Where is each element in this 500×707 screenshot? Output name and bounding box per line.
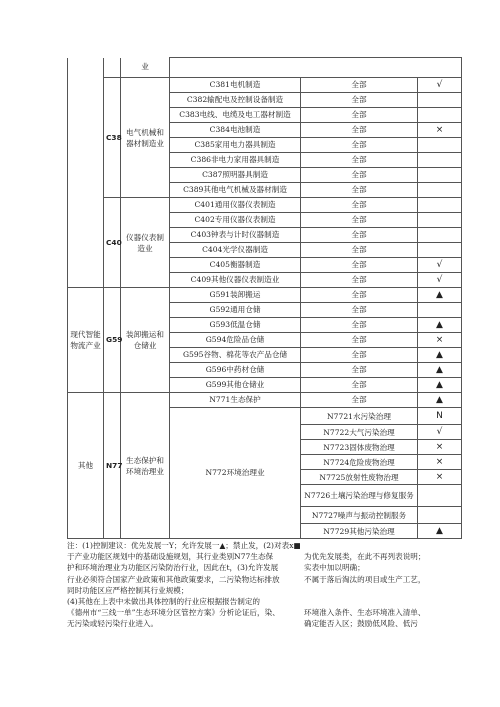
- table-row: [68, 198, 462, 213]
- scope-cell: 全部: [301, 363, 418, 378]
- mark-cell: √: [418, 78, 462, 93]
- item-cell: G594危险品仓储: [170, 333, 301, 348]
- category-cell: 电气机械和器材制造业: [121, 78, 170, 198]
- mark-cell: ×: [418, 470, 462, 485]
- item-cell: C387照明器具制造: [170, 168, 301, 183]
- note-line: 无污染或轻污染行业进入。: [67, 619, 159, 629]
- sub-item-cell: N7721水污染治理: [301, 408, 418, 425]
- note-line: 为优先发展类，在此不再列表说明；: [304, 552, 426, 562]
- note-line: (4)其他在上表中未做出具体控制的行业应根据报告制定的: [67, 597, 261, 607]
- scope-cell: 全部: [301, 138, 418, 153]
- note-line: 注：(1)控制建议：优先发展一Y；允许发展一▲；禁止发，(2)对表: [67, 541, 290, 550]
- scope-cell: 全部: [301, 243, 418, 258]
- scope-cell: 全部: [301, 183, 418, 198]
- mark-cell: [418, 183, 462, 198]
- sub-item-cell: N7725放射性废物治理: [301, 470, 418, 485]
- item-cell: G593低温仓储: [170, 318, 301, 333]
- table-row: [68, 78, 462, 93]
- mark-cell: √: [418, 273, 462, 288]
- scope-cell: 全部: [301, 108, 418, 123]
- mark-cell: [418, 93, 462, 108]
- note-line: 护和环境治理业为功能区污染防治行业，因此在t，(3)允许发展: [67, 563, 279, 573]
- scope-cell: 全部: [301, 93, 418, 108]
- category-cell: 装卸搬运和仓储业: [121, 288, 170, 393]
- mark-cell: ×: [418, 123, 462, 138]
- mark-cell: [418, 198, 462, 213]
- mark-cell: ▲: [418, 378, 462, 393]
- blank-cell: [170, 58, 462, 78]
- item-cell: C403钟表与计时仪器制造: [170, 228, 301, 243]
- item-cell: N771生态保护: [170, 393, 301, 408]
- item-cell: C385家用电力器具制造: [170, 138, 301, 153]
- scope-cell: 全部: [301, 303, 418, 318]
- scope-cell: 全部: [301, 213, 418, 228]
- sub-item-cell: N7722大气污染治理: [301, 425, 418, 440]
- scope-cell: 全部: [301, 348, 418, 363]
- mark-cell: ×: [418, 440, 462, 455]
- item-cell: C402专用仪器仪表制造: [170, 213, 301, 228]
- scope-cell: 全部: [301, 393, 418, 408]
- item-cell: G595谷物、棉花等农产品仓储: [170, 348, 301, 363]
- mark-cell: √: [418, 258, 462, 273]
- mark-cell: ×: [418, 455, 462, 470]
- mark-cell: √: [418, 425, 462, 440]
- mark-cell: ×: [418, 333, 462, 348]
- mark-cell: [418, 108, 462, 123]
- mark-cell: [418, 168, 462, 183]
- notes: [67, 540, 461, 630]
- note-line: 确定能否入区；鼓励低风险、低污: [304, 619, 418, 629]
- mark-cell: ▲: [418, 288, 462, 303]
- mark-cell: [418, 153, 462, 168]
- scope-cell: 全部: [301, 318, 418, 333]
- table-row: [68, 58, 462, 78]
- item-cell: G599其他仓储业: [170, 378, 301, 393]
- scope-cell: 全部: [301, 333, 418, 348]
- scope-cell: 全部: [301, 273, 418, 288]
- item-cell: C382输配电及控制设备制造: [170, 93, 301, 108]
- sub-item-cell: N7724危险废物治理: [301, 455, 418, 470]
- code-cell: N77: [104, 393, 121, 539]
- industry-cell: 现代智能物流产业: [68, 288, 104, 393]
- item-cell: G591装卸搬运: [170, 288, 301, 303]
- scope-cell: 全部: [301, 198, 418, 213]
- category-cell: 生态保护和环境治理业: [121, 393, 170, 539]
- scope-cell: 全部: [301, 78, 418, 93]
- mark-cell: ▲: [418, 363, 462, 378]
- mark-cell: [418, 138, 462, 153]
- item-cell: C409其他仪器仪表制造业: [170, 273, 301, 288]
- table-row: [68, 393, 462, 408]
- item-cell: N772环境治理业: [170, 408, 301, 539]
- table-row: [68, 288, 462, 303]
- scope-cell: 全部: [301, 153, 418, 168]
- note-line: 《德州市“三线一单”生态环境分区管控方案》分析论证后，染、: [67, 608, 280, 618]
- code-cell: C38: [104, 78, 121, 198]
- mark-cell: [418, 213, 462, 228]
- note-line: 行业必须符合国家产业政策和其他政策要求，二污染物达标排放: [67, 574, 280, 584]
- item-cell: C401通用仪器仪表制造: [170, 198, 301, 213]
- scope-cell: 全部: [301, 288, 418, 303]
- sub-item-cell: N7729其他污染治理: [301, 524, 418, 539]
- note-line: 于产业功能区规划中的基础设施规划，其行业类别N77生态保: [67, 552, 274, 562]
- item-cell: C386非电力家用器具制造: [170, 153, 301, 168]
- note-line: x■: [289, 541, 301, 550]
- category-cell: 仪器仪表制造业: [121, 198, 170, 288]
- code-cell: [104, 58, 121, 78]
- industry-cell: [68, 58, 104, 288]
- note-line: 实表中加以明确；: [304, 563, 365, 573]
- note-line: 同时功能区应严格控制其行业规模；: [67, 585, 189, 595]
- mark-cell: ▲: [418, 524, 462, 539]
- item-cell: C405衡器制造: [170, 258, 301, 273]
- mark-cell: ▲: [418, 318, 462, 333]
- item-cell: G592通用仓储: [170, 303, 301, 318]
- item-cell: C383电线、电缆及电工器材制造: [170, 108, 301, 123]
- sub-item-cell: N7723固体废物治理: [301, 440, 418, 455]
- scope-cell: 全部: [301, 228, 418, 243]
- code-cell: G59: [104, 288, 121, 393]
- mark-cell: [418, 485, 462, 507]
- mark-cell: N: [418, 408, 462, 425]
- code-cell: C40: [104, 198, 121, 288]
- mark-cell: ▲: [418, 393, 462, 408]
- item-cell: C381电机制造: [170, 78, 301, 93]
- scope-cell: 全部: [301, 168, 418, 183]
- scope-cell: 全部: [301, 258, 418, 273]
- item-cell: C404光学仪器制造: [170, 243, 301, 258]
- scope-cell: 全部: [301, 123, 418, 138]
- item-cell: G596中药材仓储: [170, 363, 301, 378]
- note-line: 不属于落后淘汰的项目或生产工艺，: [304, 574, 426, 584]
- item-cell: C389其他电气机械及器材制造: [170, 183, 301, 198]
- sub-item-cell: N7727噪声与振动控制服务: [301, 507, 418, 524]
- scope-cell: 全部: [301, 378, 418, 393]
- category-cell: 业: [121, 58, 170, 78]
- sub-item-cell: N7726土壤污染治理与修复服务: [301, 485, 418, 507]
- industry-control-table: [67, 57, 462, 539]
- note-line: 环境准入条件、生态环境准入清单、: [304, 608, 426, 618]
- mark-cell: [418, 243, 462, 258]
- mark-cell: [418, 303, 462, 318]
- item-cell: C384电池制造: [170, 123, 301, 138]
- mark-cell: [418, 228, 462, 243]
- mark-cell: [418, 507, 462, 524]
- mark-cell: ▲: [418, 348, 462, 363]
- industry-cell: 其他: [68, 393, 104, 539]
